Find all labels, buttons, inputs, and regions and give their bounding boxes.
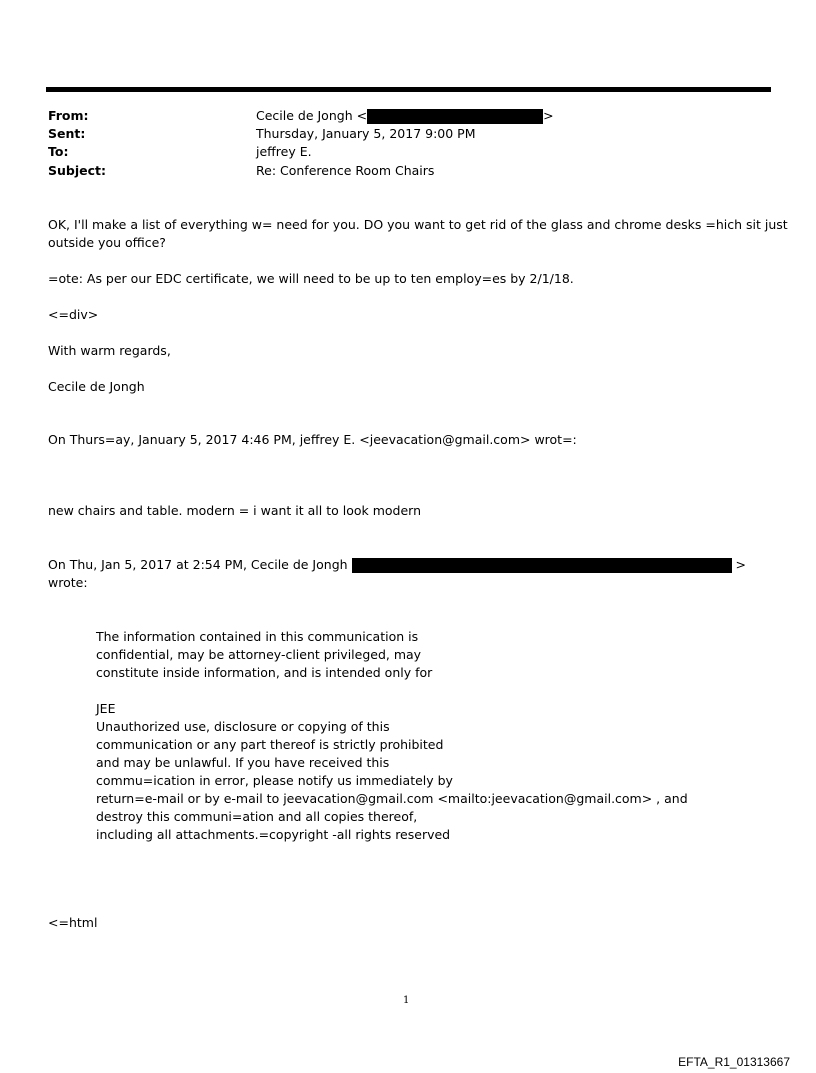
disclaimer-line: and may be unlawful. If you have received this: [96, 755, 390, 770]
quote-2-wrote: wrote:: [48, 575, 88, 590]
body-paragraph-2: =ote: As per our EDC certificate, we will need to be up to ten employ=es by 2/1/18.: [48, 271, 574, 286]
disclaimer-line: The information contained in this communication is: [96, 629, 419, 644]
div-tag-text: <=div>: [48, 307, 99, 322]
sent-value: Thursday, January 5, 2017 9:00 PM: [256, 126, 476, 141]
quote-1-text: new chairs and table. modern = i want it all to look modern: [48, 503, 422, 518]
disclaimer-line: including all attachments.=copyright -all rights reserved: [96, 827, 451, 842]
quote-1-header: On Thurs=ay, January 5, 2017 4:46 PM, jeffrey E. <jeevacation@gmail.com> wrot=:: [48, 432, 577, 447]
header-rule: [46, 87, 771, 92]
html-tag-text: <=html: [48, 915, 98, 930]
page-number: 1: [403, 995, 410, 1006]
quote-2-header-suffix: >: [735, 557, 747, 572]
disclaimer-line: communication or any part thereof is strictly prohibited: [96, 737, 444, 752]
to-label: To:: [48, 144, 69, 159]
signature-text: Cecile de Jongh: [48, 379, 145, 394]
disclaimer-line: return=e-mail or by e-mail to jeevacation@gmail.com <mailto:jeevacation@gmail.com> , and: [96, 791, 688, 806]
quote-2-header-prefix: On Thu, Jan 5, 2017 at 2:54 PM, Cecile de Jongh: [48, 557, 348, 572]
bates-number: EFTA_R1_01313667: [678, 1055, 790, 1069]
disclaimer-line: confidential, may be attorney-client privileged, may: [96, 647, 422, 662]
redaction-bar: [352, 558, 732, 573]
from-label: From:: [48, 108, 89, 123]
body-paragraph-1-line-1: OK, I'll make a list of everything w= need for you. DO you want to get rid of the glass and chrome desks =hich sit just: [48, 217, 788, 232]
disclaimer-line: destroy this communi=ation and all copies thereof,: [96, 809, 418, 824]
from-name: Cecile de Jongh <: [256, 108, 368, 123]
from-suffix: >: [543, 108, 554, 123]
disclaimer-line: commu=ication in error, please notify us immediately by: [96, 773, 453, 788]
subject-label: Subject:: [48, 163, 106, 178]
subject-value: Re: Conference Room Chairs: [256, 163, 435, 178]
from-value: [256, 107, 554, 125]
quote-2-header: [48, 556, 746, 574]
regards-text: With warm regards,: [48, 343, 171, 358]
redaction-bar: [367, 109, 543, 124]
body-paragraph-1-line-2: outside you office?: [48, 235, 166, 250]
disclaimer-line: constitute inside information, and is intended only for: [96, 665, 433, 680]
disclaimer-line: Unauthorized use, disclosure or copying of this: [96, 719, 390, 734]
to-value: jeffrey E.: [256, 144, 312, 159]
disclaimer-line: JEE: [96, 701, 116, 716]
sent-label: Sent:: [48, 126, 86, 141]
